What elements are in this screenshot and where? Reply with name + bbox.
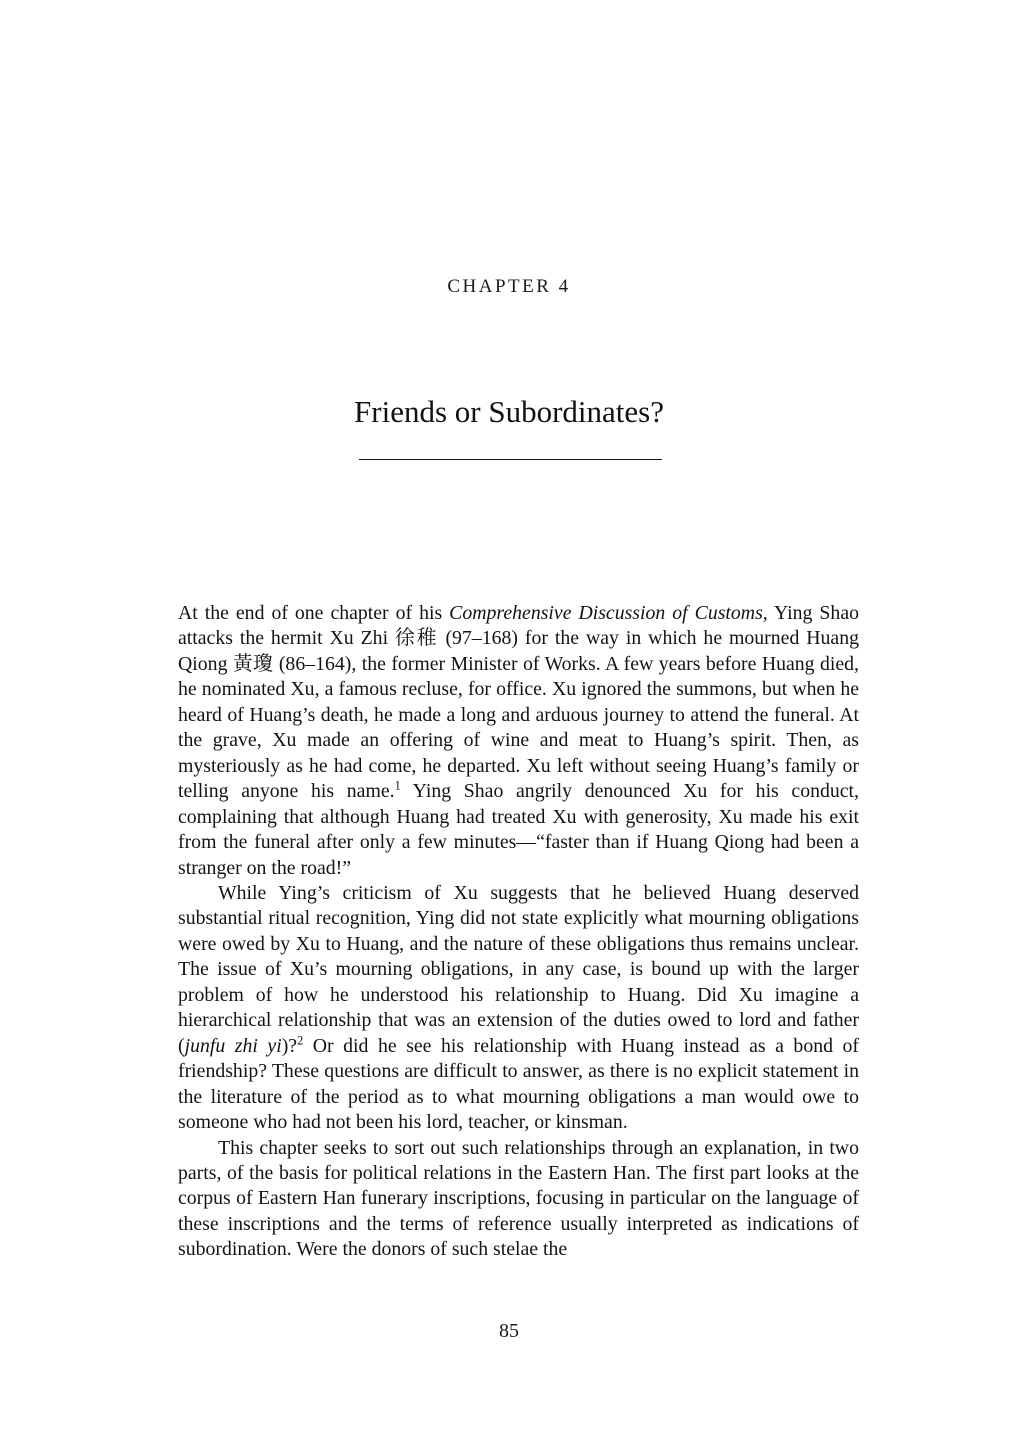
- footnote-reference: 2: [297, 1033, 304, 1048]
- text-run: While Ying’s criticism of Xu suggests that he believed Huang deserved substantial ritual recognition, Ying did not state explicitly what mourning obligations were owed by Xu to Huang, and the nature of these obligations thus remains unclear. The issue of Xu’s mourning obligations, in any case, is bound up with the larger problem of how he understood his relationship to Huang. Did Xu imagine a hierarchical relationship that was an extension of the duties owed to lord and father (: [178, 881, 859, 1057]
- chapter-label: CHAPTER 4: [447, 276, 571, 297]
- text-run: )?: [281, 1034, 298, 1057]
- body-paragraph: [178, 1136, 859, 1263]
- page-number: 85: [499, 1320, 519, 1342]
- text-run: This chapter seeks to sort out such relationships through an explanation, in two parts, of the basis for political relations in the Eastern Han. The first part looks at the corpus of Eastern Han funerary inscriptions, focusing in particular on the language of these inscriptions and the terms of reference usually interpreted as indications of subordination. Were the donors of such stelae the: [178, 1136, 859, 1261]
- text-run: Comprehensive Discussion of Customs,: [449, 602, 768, 624]
- body-text: [178, 601, 859, 1263]
- text-run: Ying Shao angrily denounced Xu for his conduct, complaining that although Huang had treated Xu with generosity, Xu made his exit from the funeral after only a few minutes—“faster than if Huang Qiong had been a stranger on the road!”: [178, 780, 859, 879]
- title-rule: [359, 459, 662, 460]
- chapter-title: Friends or Subordinates?: [354, 394, 664, 429]
- text-run: At the end of one chapter of his: [178, 602, 450, 624]
- footnote-reference: 1: [394, 778, 401, 793]
- text-run: Ying Shao attacks the hermit Xu Zhi 徐稚 (97–168) for the way in which he mourned Huang Qiong 黃瓊 (86–164), the former Minister of Works. A few years before Huang died, he nominated Xu, a famous recluse, for office. Xu ignored the summons, but when he heard of Huang’s death, he made a long and arduous journey to attend the funeral. At the grave, Xu made an offering of wine and meat to Huang’s spirit. Then, as mysteriously as he had come, he departed. Xu left without seeing Huang’s family or telling anyone his name.: [178, 602, 859, 803]
- body-paragraph: [178, 601, 859, 881]
- text-run: junfu zhi yi: [184, 1034, 282, 1057]
- text-run: Or did he see his relationship with Huang instead as a bond of friendship? These questions are difficult to answer, as there is no explicit statement in the literature of the period as to what mourning obligations a man would owe to someone who had not been his lord, teacher, or kinsman.: [178, 1034, 860, 1134]
- body-paragraph: [178, 881, 859, 1136]
